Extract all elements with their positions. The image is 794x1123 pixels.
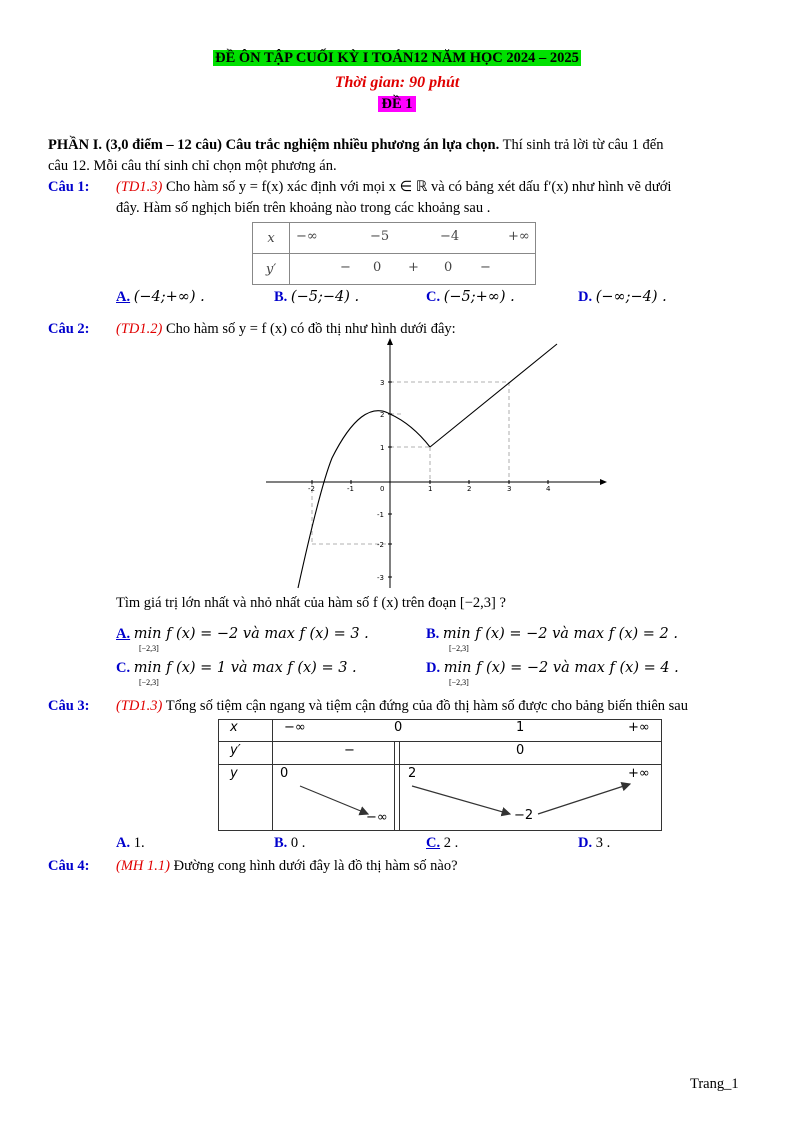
q2-option-c[interactable]: C. min f (x) = 1 và max f (x) = 3 . [116,660,357,676]
xtick-2: 2 [467,485,472,493]
q1-xneginf: −∞ [296,229,318,244]
q4-text: (MH 1.1) Đường cong hình dưới đây là đồ thị hàm số nào? [116,858,458,874]
q1-sign-table [252,222,536,285]
xtick-m2: -2 [308,485,315,493]
curve-line [430,344,557,447]
q1-zero2: 0 [444,260,453,275]
q3-yneginf: −∞ [366,810,388,825]
part1-heading: PHẦN I. (3,0 điểm – 12 câu) Câu trắc nghiệm nhiều phương án lựa chọn. Thí sinh trả lời từ câu 1 đến [48,137,664,153]
q2-option-a[interactable]: A. min f (x) = −2 và max f (x) = 3 . [116,626,369,642]
q2-label: Câu 2: [48,321,90,337]
xtick-1: 1 [428,485,433,493]
q2-sub-c: [−2,3] [139,678,159,687]
exam-code: ĐỀ 1 [0,96,794,113]
q3-option-c[interactable]: C. 2 . [426,835,459,851]
q1-option-d[interactable]: D. (−∞;−4) . [578,289,667,305]
ytick-1: 1 [380,444,385,452]
q1-text2: đây. Hàm số nghịch biến trên khoảng nào trong các khoảng sau . [116,200,491,216]
q3-option-b[interactable]: B. 0 . [274,835,306,851]
q3-x1: 1 [516,720,525,735]
q2-option-d[interactable]: D. min f (x) = −2 và max f (x) = 4 . [426,660,679,676]
q3-yneg2: −2 [514,808,534,823]
q3-arrows [218,764,661,830]
q2-sub-b: [−2,3] [449,644,469,653]
q3-minus: − [344,743,355,758]
q3-text: (TD1.3) Tổng số tiệm cận ngang và tiệm cận đứng của đồ thị hàm số được cho bảng biến thiên sau [116,698,688,714]
ytick-3: 3 [380,379,385,387]
xtick-m1: -1 [347,485,354,493]
ytick-m1: -1 [377,511,384,519]
q2-sub-d: [−2,3] [449,678,469,687]
page-number: Trang_1 [690,1076,739,1092]
q2-sub-a: [−2,3] [139,644,159,653]
ytick-2: 2 [380,411,385,419]
q3-option-d[interactable]: D. 3 . [578,835,611,851]
q1-label: Câu 1: [48,179,90,195]
q1-option-a[interactable]: A. (−4;+∞) . [116,289,205,305]
q3-label: Câu 3: [48,698,90,714]
xtick-4: 4 [546,485,551,493]
q3-y: y [230,766,238,781]
q2-graph [262,338,608,590]
q1-text: (TD1.3) Cho hàm số y = f(x) xác định với mọi x ∈ ℝ và có bảng xét dấu f′(x) như hình vẽ dưới [116,179,672,195]
ytick-m3: -3 [377,574,384,582]
q3-zero: 0 [516,743,525,758]
xtick-3: 3 [507,485,512,493]
q1-xm5: −5 [370,229,390,244]
q1-xm4: −4 [440,229,460,244]
q3-option-a[interactable]: A. 1. [116,835,145,851]
q1-sign2: + [408,260,419,275]
q3-y2: 2 [408,766,417,781]
xtick-0: 0 [380,485,385,493]
q1-zero1: 0 [373,260,382,275]
q1-row-x [290,223,536,254]
q3-xneg: −∞ [284,720,306,735]
q3-x0: 0 [394,720,403,735]
exam-title: ĐỀ ÔN TẬP CUỐI KỲ I TOÁN12 NĂM HỌC 2024 – 2025 [215,50,579,66]
q1-option-c[interactable]: C. (−5;+∞) . [426,289,515,305]
exam-time: Thời gian: 90 phút [334,74,460,91]
q2-option-b[interactable]: B. min f (x) = −2 và max f (x) = 2 . [426,626,678,642]
curve-parabola [298,411,433,588]
q3-x: x [230,720,238,735]
q1-option-b[interactable]: B. (−5;−4) . [274,289,360,305]
q2-text: (TD1.2) Cho hàm số y = f (x) có đồ thị như hình dưới đây: [116,321,456,337]
q1-sign3: − [480,260,491,275]
q1-sign1: − [340,260,351,275]
ytick-m2: -2 [377,541,384,549]
q4-label: Câu 4: [48,858,90,874]
q1-cell-yp: y′ [253,254,290,285]
q3-y0: 0 [280,766,289,781]
q1-cell-x: x [253,223,290,254]
q3-xpos: +∞ [628,720,650,735]
q1-xposinf: +∞ [508,229,530,244]
q3-yp: y′ [230,743,241,758]
q1-row-yp [290,254,536,285]
part1-desc: câu 12. Mỗi câu thí sinh chỉ chọn một phương án. [48,158,337,174]
q3-yposinf: +∞ [628,766,650,781]
q2-ask: Tìm giá trị lớn nhất và nhỏ nhất của hàm số f (x) trên đoạn [−2,3] ? [116,595,506,611]
